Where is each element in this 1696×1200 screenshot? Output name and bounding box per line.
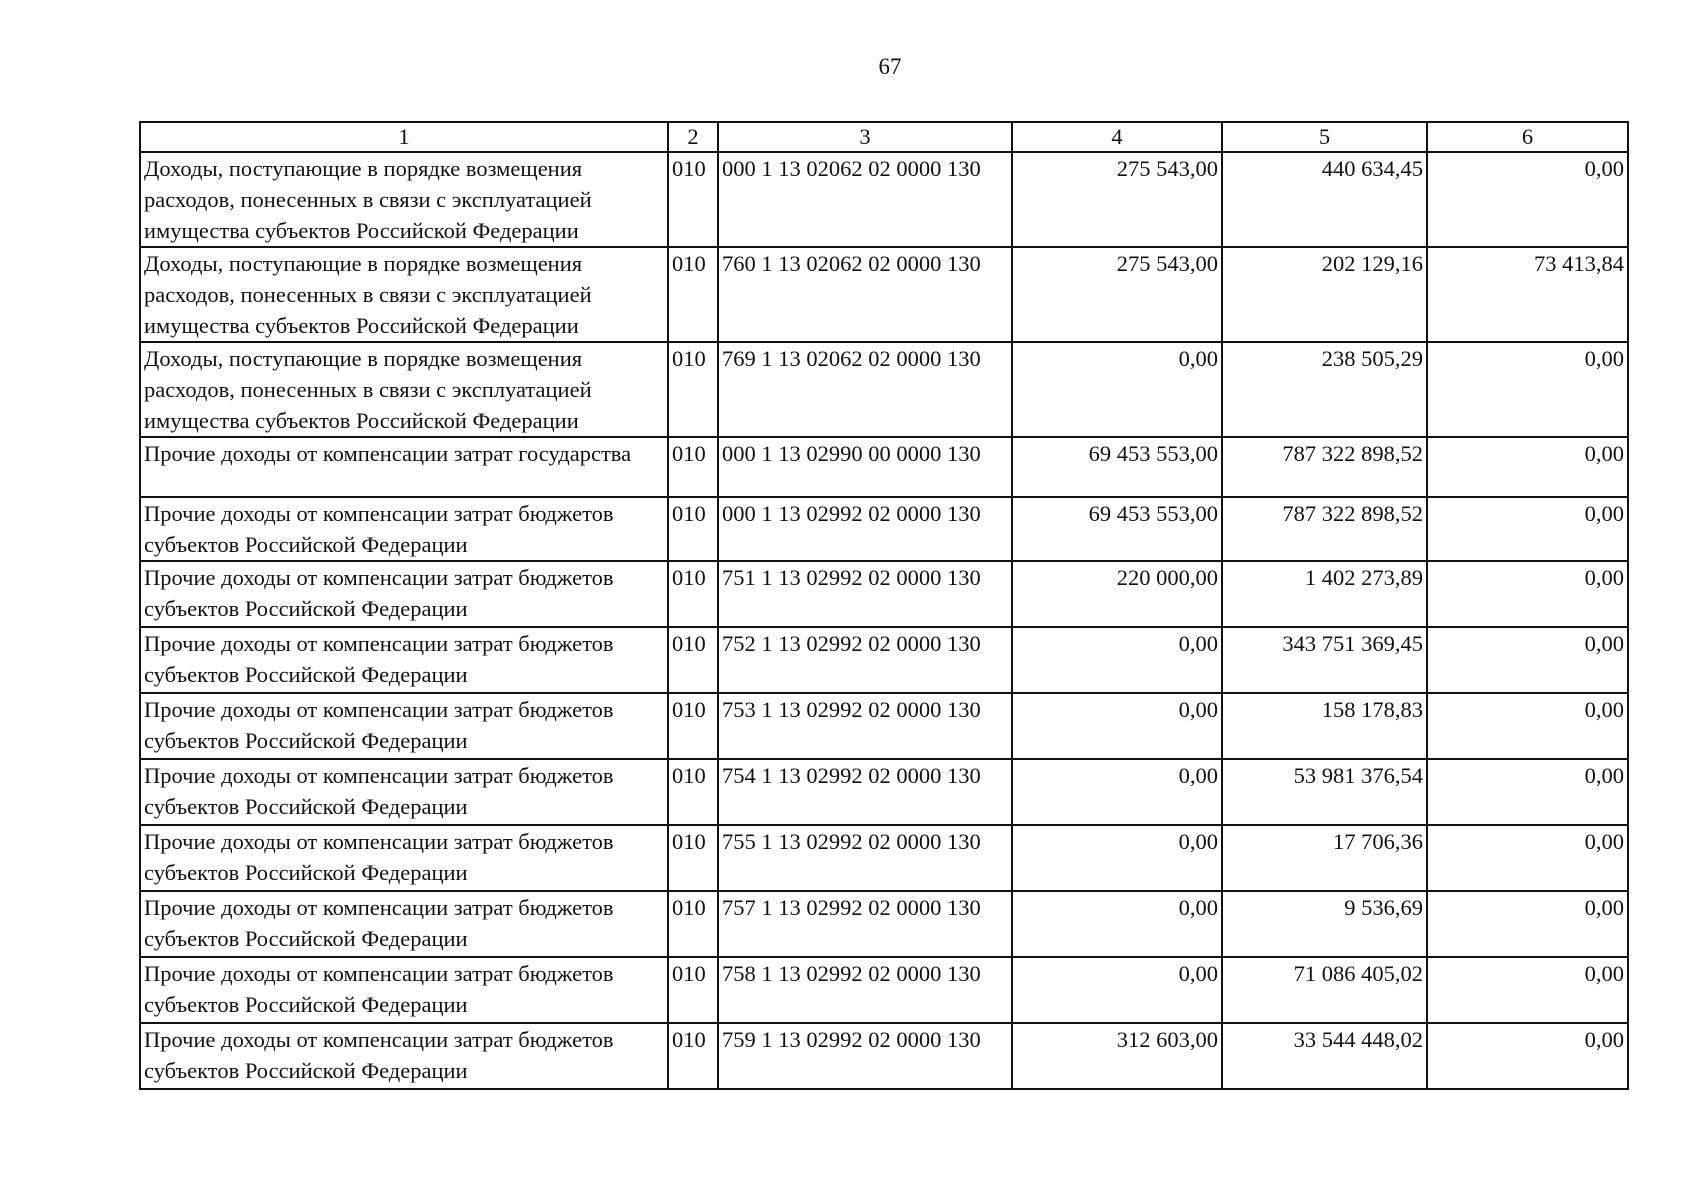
admin-code-cell: 010: [668, 627, 718, 693]
column-5-value: 33 544 448,02: [1222, 1023, 1427, 1089]
table-row: [140, 561, 1628, 627]
column-4-value: 220 000,00: [1012, 561, 1222, 627]
table-row: [140, 693, 1628, 759]
income-name-cell: Прочие доходы от компенсации затрат бюджетов субъектов Российской Федерации: [140, 693, 668, 759]
budget-code-cell: 000 1 13 02990 00 0000 130: [718, 437, 1012, 497]
budget-code-cell: 000 1 13 02992 02 0000 130: [718, 497, 1012, 561]
column-4-value: 69 453 553,00: [1012, 497, 1222, 561]
column-4-value: 275 543,00: [1012, 152, 1222, 247]
column-header: 2: [668, 122, 718, 152]
column-5-value: 158 178,83: [1222, 693, 1427, 759]
column-4-value: 0,00: [1012, 627, 1222, 693]
column-5-value: 343 751 369,45: [1222, 627, 1427, 693]
column-4-value: 0,00: [1012, 342, 1222, 437]
column-6-value: 0,00: [1427, 759, 1628, 825]
admin-code-cell: 010: [668, 247, 718, 342]
column-6-value: 0,00: [1427, 342, 1628, 437]
budget-code-cell: 769 1 13 02062 02 0000 130: [718, 342, 1012, 437]
page-number: 67: [878, 54, 902, 79]
income-name-cell: Доходы, поступающие в порядке возмещения расходов, понесенных в связи с эксплуатацией имущества субъектов Российской Федерации: [140, 152, 668, 247]
column-5-value: 787 322 898,52: [1222, 437, 1427, 497]
column-6-value: 73 413,84: [1427, 247, 1628, 342]
table-row: [140, 627, 1628, 693]
table-row: [140, 1023, 1628, 1089]
column-5-value: 202 129,16: [1222, 247, 1427, 342]
income-name-cell: Доходы, поступающие в порядке возмещения расходов, понесенных в связи с эксплуатацией имущества субъектов Российской Федерации: [140, 342, 668, 437]
admin-code-cell: 010: [668, 825, 718, 891]
column-5-value: 238 505,29: [1222, 342, 1427, 437]
budget-code-cell: 757 1 13 02992 02 0000 130: [718, 891, 1012, 957]
column-6-value: 0,00: [1427, 1023, 1628, 1089]
income-name-cell: Прочие доходы от компенсации затрат бюджетов субъектов Российской Федерации: [140, 891, 668, 957]
income-name-cell: Прочие доходы от компенсации затрат бюджетов субъектов Российской Федерации: [140, 759, 668, 825]
table-row: [140, 825, 1628, 891]
column-header: 1: [140, 122, 668, 152]
budget-code-cell: 000 1 13 02062 02 0000 130: [718, 152, 1012, 247]
column-4-value: 312 603,00: [1012, 1023, 1222, 1089]
column-5-value: 17 706,36: [1222, 825, 1427, 891]
budget-code-cell: 760 1 13 02062 02 0000 130: [718, 247, 1012, 342]
column-header: 6: [1427, 122, 1628, 152]
income-table: [139, 121, 1629, 1090]
admin-code-cell: 010: [668, 759, 718, 825]
budget-code-cell: 753 1 13 02992 02 0000 130: [718, 693, 1012, 759]
admin-code-cell: 010: [668, 891, 718, 957]
table-row: [140, 759, 1628, 825]
column-4-value: 0,00: [1012, 957, 1222, 1023]
column-5-value: 53 981 376,54: [1222, 759, 1427, 825]
admin-code-cell: 010: [668, 152, 718, 247]
column-6-value: 0,00: [1427, 693, 1628, 759]
column-4-value: 0,00: [1012, 825, 1222, 891]
column-6-value: 0,00: [1427, 561, 1628, 627]
table-row: [140, 342, 1628, 437]
column-5-value: 1 402 273,89: [1222, 561, 1427, 627]
admin-code-cell: 010: [668, 497, 718, 561]
budget-code-cell: 759 1 13 02992 02 0000 130: [718, 1023, 1012, 1089]
column-header: 5: [1222, 122, 1427, 152]
budget-code-cell: 751 1 13 02992 02 0000 130: [718, 561, 1012, 627]
column-4-value: 0,00: [1012, 693, 1222, 759]
column-header: 3: [718, 122, 1012, 152]
admin-code-cell: 010: [668, 957, 718, 1023]
table-row: [140, 891, 1628, 957]
column-5-value: 440 634,45: [1222, 152, 1427, 247]
column-6-value: 0,00: [1427, 627, 1628, 693]
income-name-cell: Прочие доходы от компенсации затрат бюджетов субъектов Российской Федерации: [140, 825, 668, 891]
column-6-value: 0,00: [1427, 891, 1628, 957]
income-name-cell: Прочие доходы от компенсации затрат бюджетов субъектов Российской Федерации: [140, 1023, 668, 1089]
column-5-value: 787 322 898,52: [1222, 497, 1427, 561]
budget-code-cell: 755 1 13 02992 02 0000 130: [718, 825, 1012, 891]
admin-code-cell: 010: [668, 561, 718, 627]
column-4-value: 0,00: [1012, 891, 1222, 957]
income-name-cell: Прочие доходы от компенсации затрат бюджетов субъектов Российской Федерации: [140, 627, 668, 693]
admin-code-cell: 010: [668, 693, 718, 759]
column-6-value: 0,00: [1427, 497, 1628, 561]
column-5-value: 71 086 405,02: [1222, 957, 1427, 1023]
admin-code-cell: 010: [668, 437, 718, 497]
budget-code-cell: 758 1 13 02992 02 0000 130: [718, 957, 1012, 1023]
table-row: [140, 497, 1628, 561]
table-row: [140, 437, 1628, 497]
table-row: [140, 957, 1628, 1023]
income-name-cell: Прочие доходы от компенсации затрат бюджетов субъектов Российской Федерации: [140, 561, 668, 627]
column-6-value: 0,00: [1427, 957, 1628, 1023]
budget-code-cell: 754 1 13 02992 02 0000 130: [718, 759, 1012, 825]
budget-code-cell: 752 1 13 02992 02 0000 130: [718, 627, 1012, 693]
column-4-value: 0,00: [1012, 759, 1222, 825]
table-row: [140, 152, 1628, 247]
column-6-value: 0,00: [1427, 437, 1628, 497]
income-name-cell: Прочие доходы от компенсации затрат бюджетов субъектов Российской Федерации: [140, 957, 668, 1023]
column-header: 4: [1012, 122, 1222, 152]
column-6-value: 0,00: [1427, 152, 1628, 247]
column-5-value: 9 536,69: [1222, 891, 1427, 957]
admin-code-cell: 010: [668, 1023, 718, 1089]
column-4-value: 275 543,00: [1012, 247, 1222, 342]
income-name-cell: Прочие доходы от компенсации затрат государства: [140, 437, 668, 497]
column-4-value: 69 453 553,00: [1012, 437, 1222, 497]
income-name-cell: Прочие доходы от компенсации затрат бюджетов субъектов Российской Федерации: [140, 497, 668, 561]
admin-code-cell: 010: [668, 342, 718, 437]
column-6-value: 0,00: [1427, 825, 1628, 891]
table-row: [140, 247, 1628, 342]
table-header-row: [140, 122, 1628, 152]
income-name-cell: Доходы, поступающие в порядке возмещения расходов, понесенных в связи с эксплуатацией имущества субъектов Российской Федерации: [140, 247, 668, 342]
